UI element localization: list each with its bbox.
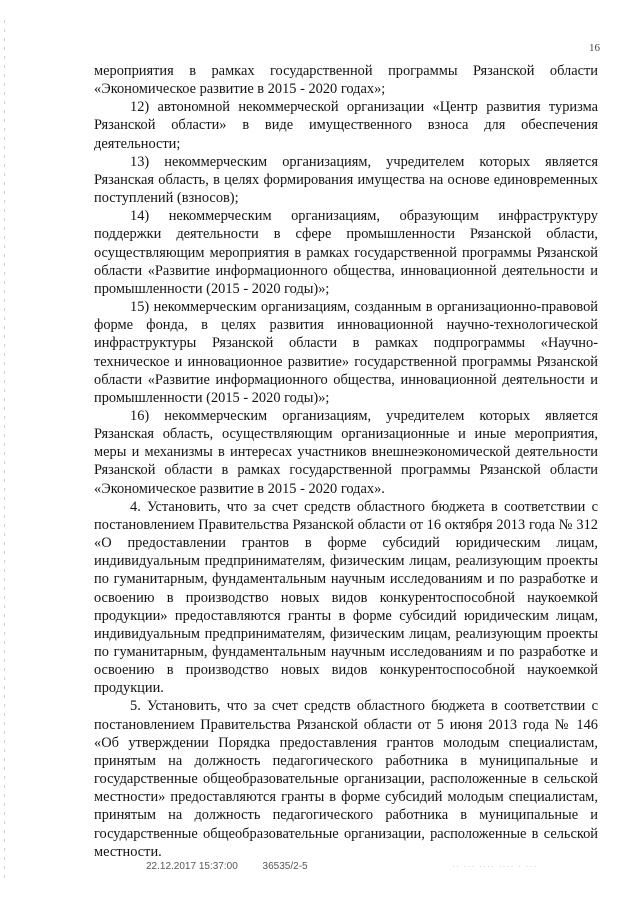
paragraph-continuation: мероприятия в рамках государственной программы Рязанской области «Экономическое развитие в 2015 - 2020 годах»; <box>94 63 598 98</box>
paragraph-item-12: 12) автономной некоммерческой организации «Центр развития туризма Рязанской области» в виде имущественного взноса для обеспечения деятельности; <box>94 99 598 152</box>
paragraph-clause-4: 4. Установить, что за счет средств областного бюджета в соответствии с постановлением Правительства Рязанской области от 16 октября 2013 года № 312 «О предоставлении грантов в форме субсидий юридическим лицам, индивидуальным предпринимателям, физическим лицам, реализующим проекты по гуманитарным, фундаментальным научным исследованиям и по разработке и освоению в производство новых видов конкурентоспособной наукоемкой продукции» предоставляются гранты в форме субсидий юридическим лицам, индивидуальным предпринимателям, физическим лицам, реализующим проекты по гуманитарным, фундаментальным научным исследованиям и по разработке и освоению в производство новых видов конкурентоспособной наукоемкой продукции. <box>94 498 598 697</box>
page-number: 16 <box>589 42 600 54</box>
scan-edge-artifact <box>4 20 5 880</box>
paragraph-item-13: 13) некоммерческим организациям, учредителем которых является Рязанская область, в целях формирования имущества на основе единовременных поступлений (взносов); <box>94 153 598 207</box>
document-footer <box>146 861 330 872</box>
footer-timestamp: 22.12.2017 15:37:00 <box>146 861 238 872</box>
paragraph-item-14: 14) некоммерческим организациям, образующим инфраструктуру поддержки деятельности в сфере промышленности Рязанской области, осуществляющим мероприятия в рамках государственной программы Рязанской области «Развитие информационного общества, инновационной деятельности и промышленности (2015 - 2020 годы)»; <box>94 208 598 297</box>
paragraph-item-15: 15) некоммерческим организациям, созданным в организационно-правовой форме фонда, в целях развития инновационной научно-технологической инфраструктуры Рязанской области в рамках подпрограммы «Научно-техническое и инновационное развитие» государственной программы Рязанской области «Развитие информационного общества, инновационной деятельности и промышленности (2015 - 2020 годы)»; <box>94 299 598 406</box>
document-body <box>94 62 598 861</box>
faded-stamp-text: ·· ··· ···· ···· · ··· <box>452 861 538 871</box>
footer-doc-code: 36535/2-5 <box>262 861 308 872</box>
paragraph-item-16: 16) некоммерческим организациям, учредителем которых является Рязанская область, осуществляющим организационные и иные мероприятия, меры и механизмы в интересах участников внешнеэкономической деятельности Рязанской области в рамках государственной программы Рязанской области «Экономическое развитие в 2015 - 2020 годах». <box>94 407 598 497</box>
paragraph-clause-5: 5. Установить, что за счет средств областного бюджета в соответствии с постановлением Правительства Рязанской области от 5 июня 2013 года № 146 «Об утверждении Порядка предоставления грантов молодым специалистам, принятым на должность педагогического работника в муниципальные и государственные общеобразовательные организации, расположенные в сельской местности» предоставляются гранты в форме субсидий молодым специалистам, принятым на должность педагогического работника в муниципальные и государственные общеобразовательные организации, расположенные в сельской местности. <box>94 698 598 860</box>
